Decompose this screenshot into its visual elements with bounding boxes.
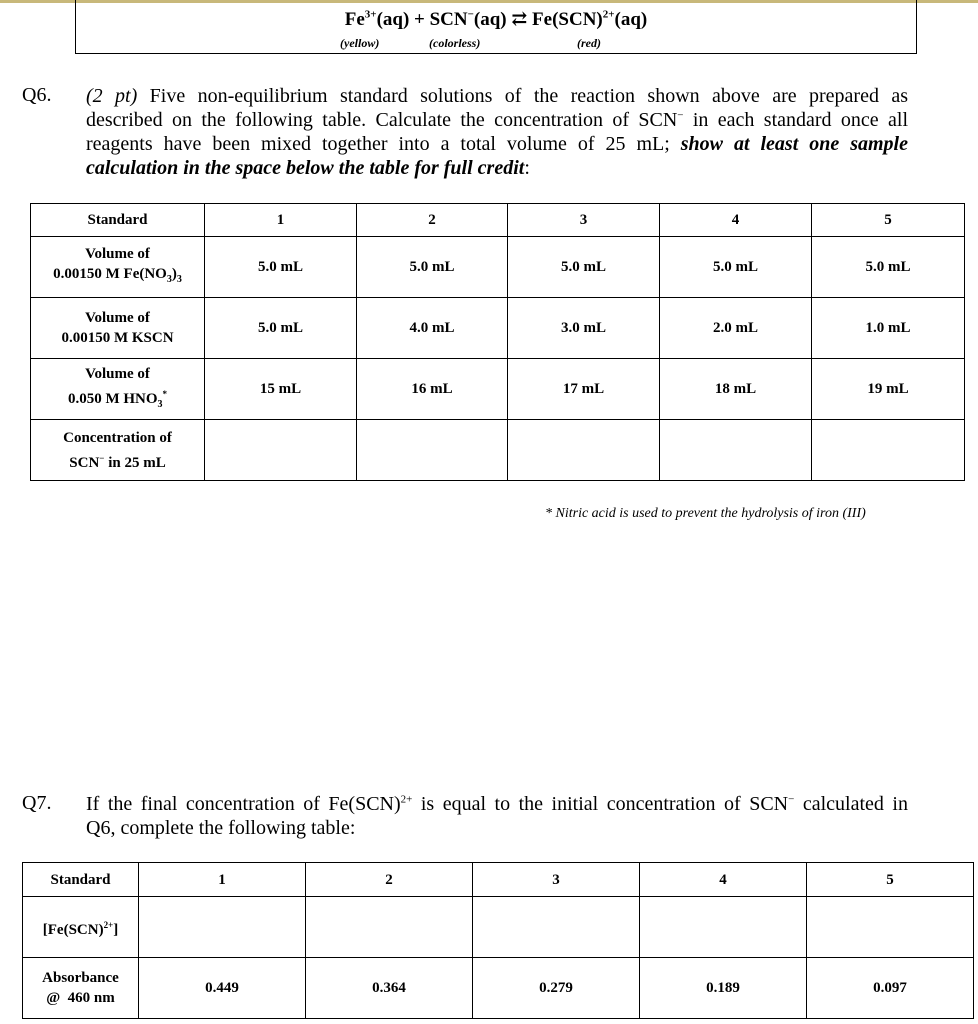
- header-std-5: 5: [807, 863, 974, 897]
- row-label-complex-conc: [Fe(SCN)$^{2+}$]: [23, 897, 139, 958]
- table-row: [23, 863, 974, 897]
- cell-kscn-4: 2.0 mL: [660, 298, 812, 359]
- answer-cell-complex-3[interactable]: [473, 897, 640, 958]
- table-row: [31, 237, 965, 298]
- header-std-3: 3: [508, 204, 660, 237]
- cell-fe-4: 5.0 mL: [660, 237, 812, 298]
- cell-abs-4: 0.189: [640, 958, 807, 1019]
- row-label-kscn: Volume of 0.00150 M KSCN: [31, 298, 205, 359]
- cell-abs-2: 0.364: [306, 958, 473, 1019]
- cell-hno3-2: 16 mL: [357, 359, 508, 420]
- answer-cell-complex-5[interactable]: [807, 897, 974, 958]
- cell-hno3-3: 17 mL: [508, 359, 660, 420]
- answer-cell-scn-2[interactable]: [357, 420, 508, 481]
- header-standard: Standard: [31, 204, 205, 237]
- header-std-2: 2: [306, 863, 473, 897]
- table-row: [23, 958, 974, 1019]
- table-row: [31, 359, 965, 420]
- cell-fe-3: 5.0 mL: [508, 237, 660, 298]
- answer-cell-complex-1[interactable]: [139, 897, 306, 958]
- header-standard: Standard: [23, 863, 139, 897]
- answer-cell-complex-4[interactable]: [640, 897, 807, 958]
- label-colorless: (colorless): [429, 36, 481, 50]
- answer-cell-complex-2[interactable]: [306, 897, 473, 958]
- cell-abs-5: 0.097: [807, 958, 974, 1019]
- cell-kscn-5: 1.0 mL: [812, 298, 965, 359]
- cell-kscn-1: 5.0 mL: [205, 298, 357, 359]
- cell-hno3-4: 18 mL: [660, 359, 812, 420]
- header-std-1: 1: [205, 204, 357, 237]
- header-std-3: 3: [473, 863, 640, 897]
- q7-number: Q7.: [22, 792, 52, 814]
- answer-cell-scn-1[interactable]: [205, 420, 357, 481]
- cell-hno3-5: 19 mL: [812, 359, 965, 420]
- absorbance-table: [22, 862, 974, 1019]
- reaction-equation: $Fe^{3+}(aq) + SCN^-(aq)$ ⇄ Fe(SCN)$^{2+}$(aq): [344, 8, 648, 30]
- row-label-hno3: Volume of 0.050 M $HNO_3^*$: [31, 359, 205, 420]
- header-std-2: 2: [357, 204, 508, 237]
- table-row: [31, 420, 965, 481]
- label-yellow: (yellow): [340, 36, 380, 50]
- cell-fe-2: 5.0 mL: [357, 237, 508, 298]
- answer-cell-scn-4[interactable]: [660, 420, 812, 481]
- q6-number: Q6.: [22, 84, 52, 106]
- header-std-5: 5: [812, 204, 965, 237]
- table-row: [31, 298, 965, 359]
- q7-text: If the final concentration of Fe(SCN)$^{2+}$ is equal to the initial concentration of SCN− calculated in Q6, complete the following table:: [86, 793, 908, 839]
- header-std-4: 4: [660, 204, 812, 237]
- footnote: * Nitric acid is used to prevent the hydrolysis of iron (III): [545, 506, 866, 521]
- row-label-fe: Volume of 0.00150 M $Fe(NO_3)_3$: [31, 237, 205, 298]
- table-row: [31, 204, 965, 237]
- answer-cell-scn-3[interactable]: [508, 420, 660, 481]
- label-red: (red): [577, 36, 601, 50]
- cell-abs-3: 0.279: [473, 958, 640, 1019]
- table-row: [23, 897, 974, 958]
- cell-fe-5: 5.0 mL: [812, 237, 965, 298]
- cell-hno3-1: 15 mL: [205, 359, 357, 420]
- row-label-absorbance: Absorbance @ 460 nm: [23, 958, 139, 1019]
- cell-abs-1: 0.449: [139, 958, 306, 1019]
- cell-kscn-2: 4.0 mL: [357, 298, 508, 359]
- standards-table: [30, 203, 965, 481]
- equation-box: [75, 0, 917, 54]
- row-label-scn-conc: Concentration of SCN− in 25 mL: [31, 420, 205, 481]
- header-std-1: 1: [139, 863, 306, 897]
- cell-kscn-3: 3.0 mL: [508, 298, 660, 359]
- q6-text: (2 pt) Five non-equilibrium standard solutions of the reaction shown above are prepared as described on the following table. Calculate the concentration of SCN− in each standard once all reagents have been mixed together into a total volume of 25 mL; show at least one sample calculation in the space below the table for full credit:: [86, 85, 908, 179]
- cell-fe-1: 5.0 mL: [205, 237, 357, 298]
- header-std-4: 4: [640, 863, 807, 897]
- answer-cell-scn-5[interactable]: [812, 420, 965, 481]
